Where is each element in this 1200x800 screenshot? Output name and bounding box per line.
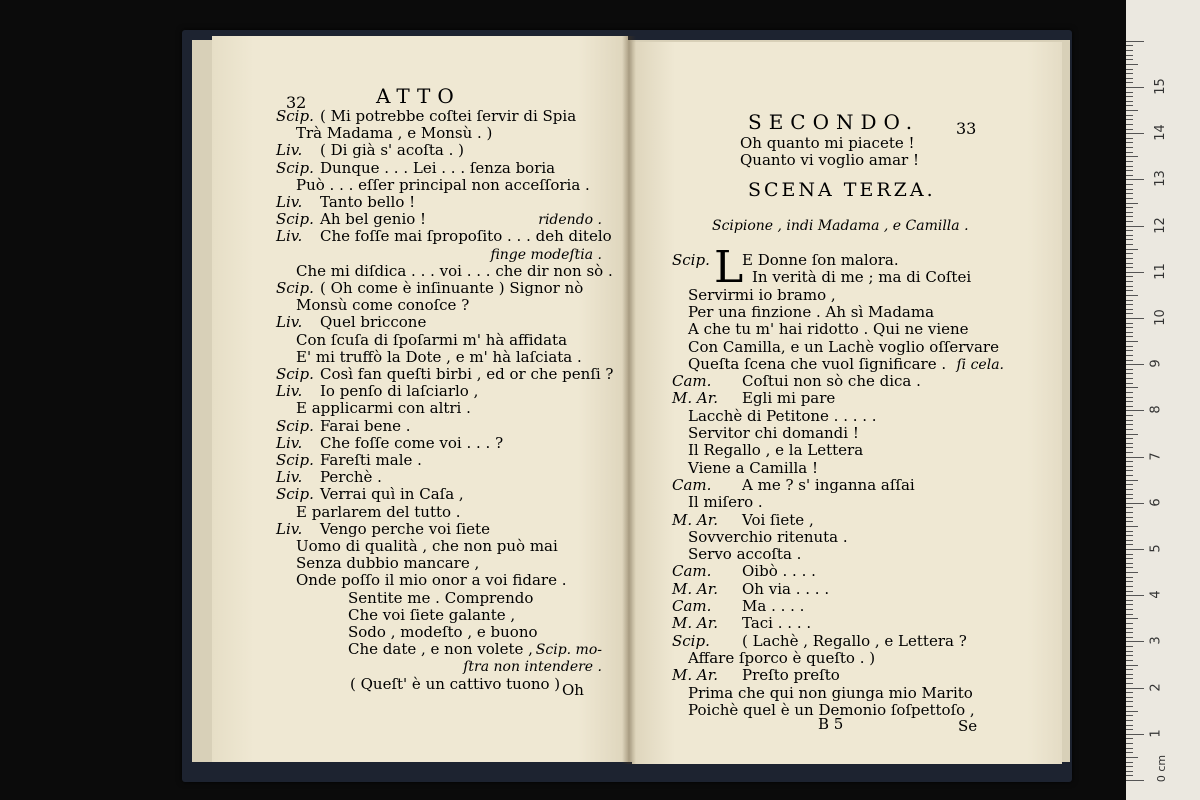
- ruler-tick: [1126, 457, 1144, 458]
- left_page-speaker: Scip.: [276, 365, 314, 383]
- right_page-verse-line: Oibò . . . .: [742, 562, 816, 581]
- ruler-tick: [1126, 212, 1133, 213]
- left_page-verse-line: Sentite me . Comprendo: [348, 588, 534, 607]
- left_page-speaker: Liv.: [276, 433, 303, 452]
- right-top-line-2: Quanto vi voglio amar !: [740, 151, 920, 169]
- right_page-verse-line: Oh via . . . .: [742, 579, 830, 598]
- signature-mark: B 5: [818, 715, 844, 733]
- ruler-tick: [1126, 595, 1144, 596]
- left_page-verse-line: Perchè .: [320, 468, 382, 487]
- drop-cap-L: L: [714, 242, 744, 293]
- right_page-speaker: M. Ar.: [672, 389, 719, 408]
- ruler-tick: [1126, 78, 1133, 79]
- left_page-speaker: Scip.: [276, 485, 314, 504]
- right-page-number: 33: [956, 119, 977, 138]
- left_page-speaker: Liv.: [276, 141, 303, 160]
- ruler-tick: [1126, 554, 1133, 555]
- left_page-verse-line: Io penſo di laſciarlo ,: [320, 382, 479, 401]
- ruler-tick: [1126, 577, 1133, 578]
- ruler-tick: [1126, 641, 1144, 642]
- ruler-tick: [1126, 244, 1133, 245]
- ruler-tick: [1126, 623, 1133, 624]
- right_page-verse-line: Servitor chi domandi !: [688, 424, 859, 442]
- ruler-tick: [1126, 267, 1133, 268]
- right_page-verse-line: Egli mi pare: [742, 389, 836, 408]
- ruler-tick: [1126, 189, 1133, 190]
- ruler-tick: [1126, 521, 1133, 522]
- right-catchword: Se: [958, 717, 978, 735]
- left_page-speaker: Liv.: [276, 382, 303, 401]
- left_page-verse-line: Onde poſſo il mio onor a voi fidare .: [296, 571, 567, 590]
- ruler-tick: [1126, 752, 1133, 753]
- left_page-verse-line: Sodo , modeſto , e buono: [348, 623, 538, 641]
- ruler-tick: [1126, 355, 1133, 356]
- left_page-speaker: Scip.: [276, 107, 314, 125]
- ruler-tick: [1126, 373, 1133, 374]
- ruler-number: 2: [1148, 682, 1164, 692]
- ruler-tick: [1126, 179, 1144, 180]
- ruler-tick: [1126, 420, 1133, 421]
- ruler-tick: [1126, 166, 1133, 167]
- right_page-speaker: Cam.: [672, 372, 712, 391]
- ruler-tick: [1126, 429, 1133, 430]
- ruler-unit-label: 0 cm: [1155, 754, 1169, 783]
- right_page-verse-line: Per una finzione . Ah sì Madama: [688, 302, 935, 321]
- ruler-tick: [1126, 318, 1144, 319]
- ruler-tick: [1126, 193, 1133, 194]
- ruler-tick: [1126, 771, 1133, 772]
- ruler-tick: [1126, 105, 1133, 106]
- ruler-number: 8: [1148, 405, 1164, 415]
- ruler-tick: [1126, 540, 1133, 541]
- left_page-verse-line: Trà Madama , e Monsù . ): [296, 124, 493, 143]
- ruler-tick: [1126, 170, 1133, 171]
- ruler-tick: [1126, 276, 1133, 277]
- left_page-verse-line: Tanto bello !: [320, 193, 416, 211]
- ruler-tick: [1126, 535, 1133, 536]
- ruler-tick: [1126, 688, 1144, 689]
- scene-characters: Scipione , indi Madama , e Camilla .: [712, 218, 969, 234]
- ruler-tick: [1126, 674, 1133, 675]
- ruler-tick: [1126, 701, 1133, 702]
- right_page-speaker: M. Ar.: [672, 614, 719, 633]
- ruler-tick: [1126, 438, 1133, 439]
- ruler-tick: [1126, 175, 1133, 176]
- ruler-tick: [1126, 124, 1133, 125]
- ruler-number: 6: [1148, 498, 1164, 507]
- ruler-tick: [1126, 55, 1133, 56]
- left_page-verse-line: Dunque . . . Lei . . . ſenza boria: [320, 158, 556, 177]
- ruler-tick: [1126, 87, 1144, 88]
- left_page-speaker: Scip.: [276, 416, 314, 435]
- ruler-number: 1: [1148, 729, 1164, 738]
- ruler-tick: [1126, 406, 1133, 407]
- right_page-verse-line: Con Camilla, e un Lachè voglio oſſervare: [688, 337, 999, 356]
- ruler-tick: [1126, 628, 1133, 629]
- ruler-tick: [1126, 184, 1133, 185]
- right_page-verse-line: Taci . . . .: [742, 614, 812, 633]
- ruler-tick: [1126, 387, 1138, 388]
- ruler-tick: [1126, 614, 1133, 615]
- ruler-tick: [1126, 239, 1133, 240]
- ruler-tick: [1126, 73, 1133, 74]
- ruler-tick: [1126, 110, 1138, 111]
- ruler-tick: [1126, 517, 1133, 518]
- right_page-speaker: M. Ar.: [672, 666, 719, 685]
- ruler-tick: [1126, 286, 1133, 287]
- right_page-verse-line: Prima che qui non giunga mio Marito: [688, 683, 973, 702]
- ruler-tick: [1126, 697, 1133, 698]
- left_page-verse-line: Che foſſe mai ſpropoſito . . . deh ditelo: [320, 227, 612, 246]
- right_page-verse-line: In verità di me ; ma di Coſtei: [752, 268, 972, 287]
- left_page-stage-direction: finge modeſtia .: [490, 246, 602, 263]
- ruler-tick: [1126, 341, 1138, 342]
- ruler-tick: [1126, 461, 1133, 462]
- right_page-verse-line: A me ? s' inganna aſſai: [742, 475, 915, 494]
- measuring-ruler: [1126, 0, 1200, 800]
- ruler-tick: [1126, 660, 1133, 661]
- ruler-tick: [1126, 503, 1144, 504]
- left_page-stage-direction: ſtra non intendere .: [463, 659, 602, 676]
- left_page-verse-line: ( Mi potrebbe coſtei ſervir di Spia: [320, 107, 577, 125]
- ruler-tick: [1126, 720, 1133, 721]
- ruler-tick: [1126, 156, 1138, 157]
- ruler-tick: [1126, 424, 1133, 425]
- ruler-tick: [1126, 475, 1133, 476]
- ruler-tick: [1126, 609, 1133, 610]
- left_page-speaker: Scip.: [276, 279, 314, 297]
- ruler-tick: [1126, 549, 1144, 550]
- ruler-number: 13: [1152, 170, 1168, 188]
- ruler-number: 7: [1148, 451, 1164, 461]
- ruler-tick: [1126, 397, 1133, 398]
- ruler-tick: [1126, 484, 1133, 485]
- ruler-tick: [1126, 161, 1133, 162]
- ruler-tick: [1126, 119, 1133, 120]
- ruler-tick: [1126, 332, 1133, 333]
- book-gutter: [622, 36, 636, 764]
- ruler-tick: [1126, 142, 1133, 143]
- left_page-speaker: Liv.: [276, 468, 303, 487]
- right_page-verse-line: Servo accoſta .: [688, 545, 802, 564]
- ruler-tick: [1126, 526, 1138, 527]
- ruler-tick: [1126, 558, 1133, 559]
- ruler-tick: [1126, 45, 1133, 46]
- ruler-tick: [1126, 498, 1133, 499]
- ruler-tick: [1126, 50, 1133, 51]
- right_page-speaker: Cam.: [672, 475, 712, 494]
- ruler-tick: [1126, 669, 1133, 670]
- ruler-tick: [1126, 360, 1133, 361]
- left-page-number: 32: [286, 93, 307, 112]
- right_page-speaker: Scip.: [672, 631, 710, 650]
- ruler-tick: [1126, 489, 1133, 490]
- left_page-verse-line: ( Oh come è inſinuante ) Signor nò: [320, 279, 584, 297]
- ruler-tick: [1126, 651, 1133, 652]
- ruler-tick: [1126, 715, 1133, 716]
- ruler-tick: [1126, 300, 1133, 301]
- ruler-number: 15: [1152, 78, 1168, 95]
- ruler-tick: [1126, 290, 1133, 291]
- ruler-tick: [1126, 59, 1133, 60]
- left_page-stage-direction: ridendo .: [538, 212, 602, 229]
- ruler-tick: [1126, 41, 1144, 42]
- ruler-tick: [1126, 512, 1133, 513]
- ruler-tick: [1126, 780, 1144, 781]
- ruler-tick: [1126, 452, 1133, 453]
- left_page-verse-line: Con ſcuſa di ſpoſarmi m' hà affidata: [296, 330, 568, 349]
- right_page-verse-line: ( Lachè , Regallo , e Lettera ?: [742, 631, 967, 650]
- ruler-tick: [1126, 494, 1133, 495]
- ruler-tick: [1126, 346, 1133, 347]
- ruler-tick: [1126, 567, 1133, 568]
- ruler-tick: [1126, 401, 1133, 402]
- ruler-tick: [1126, 101, 1133, 102]
- ruler-tick: [1126, 410, 1144, 411]
- left_page-speaker: Liv.: [276, 519, 303, 538]
- left_page-speaker: Scip.: [276, 451, 314, 469]
- ruler-tick: [1126, 766, 1133, 767]
- ruler-tick: [1126, 762, 1133, 763]
- ruler-tick: [1126, 323, 1133, 324]
- ruler-tick: [1126, 350, 1133, 351]
- right_page-verse-line: Affare ſporco è queſto . ): [688, 648, 876, 667]
- left-catchword: Oh: [562, 681, 584, 699]
- left_page-verse-line: Può . . . eſſer principal non acceſſoria .: [296, 175, 590, 194]
- right-running-title: SECONDO.: [748, 110, 920, 134]
- ruler-tick: [1126, 313, 1133, 314]
- ruler-tick: [1126, 470, 1133, 471]
- ruler-tick: [1126, 711, 1138, 712]
- ruler-tick: [1126, 443, 1133, 444]
- ruler-tick: [1126, 646, 1133, 647]
- ruler-tick: [1126, 447, 1133, 448]
- ruler-tick: [1126, 775, 1133, 776]
- left_page-verse-line: ( Queſt' è un cattivo tuono ): [350, 674, 561, 693]
- right_page-verse-line: Preſto preſto: [742, 666, 840, 685]
- ruler-tick: [1126, 235, 1133, 236]
- ruler-number: 9: [1148, 359, 1164, 368]
- ruler-tick: [1126, 129, 1133, 130]
- ruler-tick: [1126, 216, 1133, 217]
- ruler-tick: [1126, 466, 1133, 467]
- left_page-verse-line: Che mi diſdica . . . voi . . . che dir non sò .: [296, 261, 613, 280]
- ruler-tick: [1126, 147, 1133, 148]
- ruler-tick: [1126, 632, 1133, 633]
- left_page-verse-line: Così fan queſti birbi , ed or che penſi ?: [320, 365, 614, 383]
- ruler-tick: [1126, 604, 1133, 605]
- right_page-speaker: Scip.: [672, 251, 710, 269]
- ruler-number: 4: [1148, 590, 1164, 599]
- ruler-tick: [1126, 253, 1133, 254]
- ruler-tick: [1126, 725, 1133, 726]
- ruler-tick: [1126, 480, 1138, 481]
- scene-title: SCENA TERZA.: [748, 179, 936, 201]
- left_page-verse-line: Quel briccone: [320, 313, 427, 332]
- ruler-tick: [1126, 692, 1133, 693]
- left_page-verse-line: E' mi truffò la Dote , e m' hà laſciata .: [296, 347, 582, 366]
- left_page-verse-line: Senza dubbio mancare ,: [296, 554, 480, 573]
- ruler-tick: [1126, 272, 1144, 273]
- right_page-speaker: Cam.: [672, 597, 712, 615]
- ruler-tick: [1126, 738, 1133, 739]
- left_page-verse-line: Vengo perche voi ſiete: [320, 519, 490, 538]
- left_page-verse-line: Che foſſe come voi . . . ?: [320, 433, 504, 452]
- right-top-line-1: Oh quanto mi piacete !: [740, 134, 915, 152]
- right_page-verse-line: Sovverchio ritenuta .: [688, 527, 848, 546]
- left_page-speaker: Liv.: [276, 193, 303, 211]
- ruler-tick: [1126, 743, 1133, 744]
- right_page-verse-line: A che tu m' hai ridotto . Qui ne viene: [688, 320, 969, 339]
- right_page-verse-line: Voi ſiete ,: [742, 510, 814, 529]
- left-running-title: ATTO: [376, 84, 461, 108]
- left_page-speaker: Liv.: [276, 227, 303, 246]
- right_page-verse-line: Servirmi io bramo ,: [688, 285, 836, 304]
- ruler-tick: [1126, 133, 1144, 134]
- ruler-tick: [1126, 115, 1133, 116]
- ruler-number: 12: [1152, 216, 1168, 234]
- left_page-verse-line: Che date , e non volete ,: [348, 640, 533, 659]
- ruler-tick: [1126, 591, 1133, 592]
- ruler-number: 5: [1148, 544, 1164, 553]
- ruler-tick: [1126, 82, 1133, 83]
- ruler-tick: [1126, 378, 1133, 379]
- left_page-verse-line: ( Di già s' acoſta . ): [320, 141, 464, 160]
- right_page-verse-line: Ma . . . .: [742, 597, 805, 615]
- ruler-tick: [1126, 655, 1133, 656]
- right_page-verse-line: Coſtui non sò che dica .: [742, 372, 921, 391]
- ruler-tick: [1126, 581, 1133, 582]
- ruler-tick: [1126, 683, 1133, 684]
- right_page-speaker: Cam.: [672, 562, 712, 581]
- ruler-tick: [1126, 572, 1138, 573]
- ruler-tick: [1126, 757, 1138, 758]
- ruler-tick: [1126, 434, 1138, 435]
- left_page-verse-line: Monsù come conoſce ?: [296, 296, 470, 315]
- right_page-speaker: M. Ar.: [672, 510, 719, 529]
- ruler-number: 11: [1152, 263, 1168, 280]
- ruler-tick: [1126, 258, 1133, 259]
- ruler-tick: [1126, 226, 1144, 227]
- left_page-stage-direction: Scip. mo-: [535, 642, 602, 659]
- ruler-tick: [1126, 152, 1133, 153]
- ruler-tick: [1126, 64, 1138, 65]
- ruler-tick: [1126, 563, 1133, 564]
- ruler-tick: [1126, 203, 1138, 204]
- right_page-verse-line: Queſta ſcena che vuol ſignificare .: [688, 354, 947, 373]
- ruler-number: 10: [1152, 309, 1168, 326]
- ruler-tick: [1126, 304, 1133, 305]
- ruler-tick: [1126, 327, 1133, 328]
- left_page-verse-line: Verrai quì in Caſa ,: [320, 485, 464, 504]
- left_page-speaker: Liv.: [276, 313, 303, 332]
- right_page-stage-direction: ſi cela.: [956, 356, 1004, 373]
- ruler-tick: [1126, 665, 1138, 666]
- ruler-tick: [1126, 336, 1133, 337]
- right_page-verse-line: Viene a Camilla !: [688, 458, 819, 477]
- ruler-tick: [1126, 748, 1133, 749]
- left_page-verse-line: E applicarmi con altri .: [296, 399, 471, 418]
- ruler-tick: [1126, 138, 1133, 139]
- left_page-verse-line: Che voi ſiete galante ,: [348, 605, 516, 624]
- ruler-tick: [1126, 637, 1133, 638]
- ruler-number: 3: [1148, 636, 1164, 646]
- ruler-tick: [1126, 415, 1133, 416]
- ruler-tick: [1126, 295, 1138, 296]
- right_page-verse-line: Il Regallo , e la Lettera: [688, 441, 864, 460]
- ruler-tick: [1126, 383, 1133, 384]
- ruler-tick: [1126, 221, 1133, 222]
- ruler-number: 14: [1152, 124, 1168, 141]
- ruler-tick: [1126, 600, 1133, 601]
- ruler-tick: [1126, 531, 1133, 532]
- ruler-tick: [1126, 729, 1133, 730]
- ruler-tick: [1126, 392, 1133, 393]
- left_page-verse-line: Fareſti male .: [320, 451, 422, 469]
- right_page-verse-line: Poichè quel è un Demonio ſoſpettoſo ,: [688, 700, 975, 719]
- right_page-verse-line: Il miſero .: [688, 493, 763, 512]
- ruler-tick: [1126, 69, 1133, 70]
- ruler-tick: [1126, 309, 1133, 310]
- ruler-tick: [1126, 230, 1133, 231]
- left_page-verse-line: Uomo di qualità , che non può mai: [296, 537, 558, 555]
- ruler-tick: [1126, 207, 1133, 208]
- left_page-speaker: Scip.: [276, 158, 314, 177]
- left_page-verse-line: Farai bene .: [320, 416, 411, 435]
- ruler-tick: [1126, 586, 1133, 587]
- ruler-tick: [1126, 92, 1133, 93]
- ruler-tick: [1126, 281, 1133, 282]
- left_page-speaker: Scip.: [276, 210, 314, 229]
- ruler-tick: [1126, 369, 1133, 370]
- right_page-verse-line: Lacchè di Petitone . . . . .: [688, 406, 877, 425]
- ruler-tick: [1126, 96, 1133, 97]
- ruler-tick: [1126, 249, 1138, 250]
- ruler-tick: [1126, 734, 1144, 735]
- ruler-tick: [1126, 678, 1133, 679]
- right_page-verse-line: E Donne ſon malora.: [742, 251, 899, 269]
- ruler-tick: [1126, 618, 1138, 619]
- ruler-tick: [1126, 706, 1133, 707]
- ruler-tick: [1126, 198, 1133, 199]
- right_page-speaker: M. Ar.: [672, 579, 719, 598]
- ruler-tick: [1126, 544, 1133, 545]
- left_page-verse-line: Ah bel genio !: [320, 210, 427, 229]
- ruler-tick: [1126, 507, 1133, 508]
- ruler-tick: [1126, 263, 1133, 264]
- ruler-tick: [1126, 364, 1144, 365]
- left_page-verse-line: E parlarem del tutto .: [296, 502, 461, 521]
